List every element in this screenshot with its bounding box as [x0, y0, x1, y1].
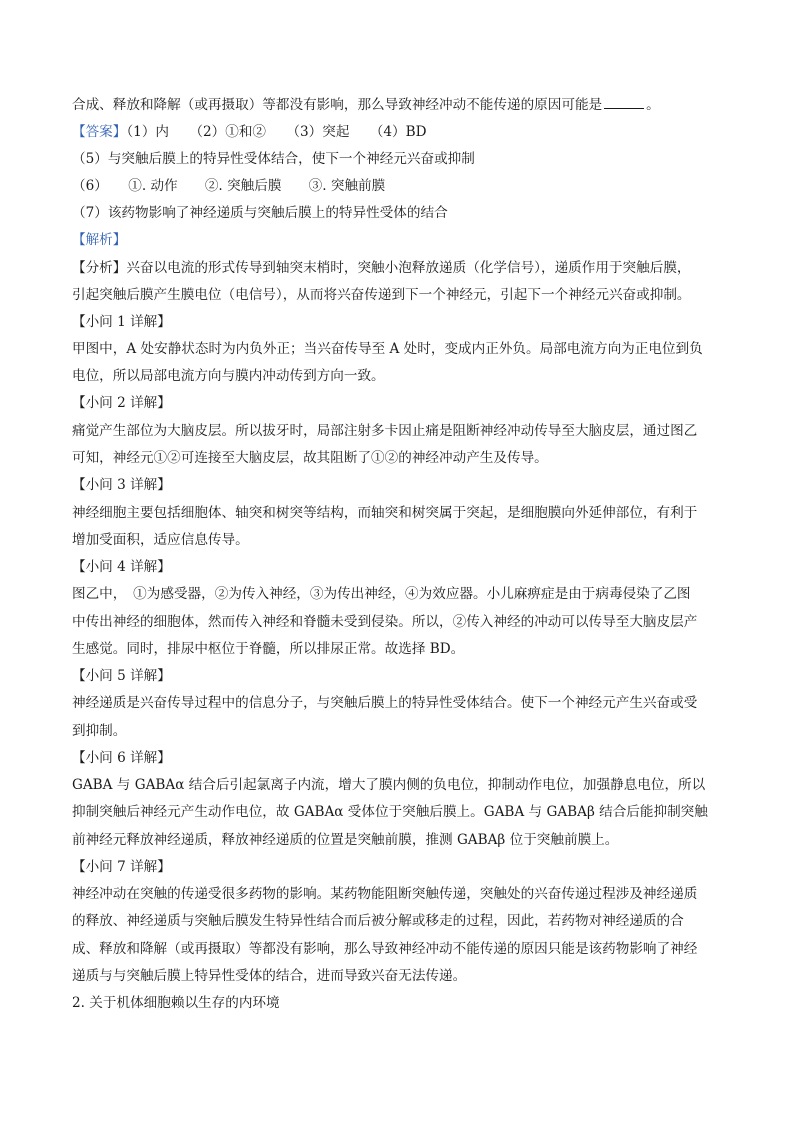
q1-line-2: 电位，所以局部电流方向与膜内冲动传到方向一致。	[72, 368, 385, 384]
q2-line-1: 痛觉产生部位为大脑皮层。所以拔牙时，局部注射多卡因止痛是阻断神经冲动传导至大脑皮层，通过图乙	[72, 423, 698, 439]
q3-line-2: 增加受面积，适应信息传导。	[72, 532, 249, 548]
q6-line-1: GABA 与 GABAα 结合后引起氯离子内流，增大了膜内侧的负电位，抑制动作电位，加强静息电位，所以	[72, 777, 706, 793]
answer-text: （1）内 （2）①和② （3）突起 （4）BD	[126, 124, 427, 140]
answer-line-1	[72, 122, 722, 142]
q4-line-1: 图乙中， ①为感受器，②为传入神经，③为传出神经，④为效应器。小儿麻痹症是由于病毒侵染了乙图	[72, 586, 691, 602]
q7-line-3: 成、释放和降解（或再摄取）等都没有影响，那么导致神经冲动不能传递的原因只能是该药物影响了神经	[72, 941, 698, 957]
q2-line-2: 可知，神经元①②可连接至大脑皮层，故其阻断了①②的神经冲动产生及传导。	[72, 450, 548, 466]
q1-line-1: 甲图中，A 处安静状态时为内负外正；当兴奋传导至 A 处时，变成内正外负。局部电流方向为正电位到负	[72, 341, 703, 357]
q7-heading: 【小问 7 详解】	[72, 859, 171, 875]
analysis-line-2: 引起突触后膜产生膜电位（电信号），从而将兴奋传递到下一个神经元，引起下一个神经元兴奋或抑制。	[72, 287, 691, 303]
q1-heading: 【小问 1 详解】	[72, 314, 171, 330]
q4-line-3: 生感觉。同时，排尿中枢位于脊髓，所以排尿正常。故选择 BD。	[72, 641, 465, 657]
text: 。	[646, 97, 660, 113]
fenxi-tag: 【分析】	[72, 260, 127, 276]
q3-heading: 【小问 3 详解】	[72, 477, 171, 493]
q6-line-2: 抑制突触后神经元产生动作电位，故 GABAα 受体位于突触后膜上。GABA 与 GABAβ 结合后能抑制突触	[72, 804, 708, 820]
answer-blank	[604, 96, 644, 109]
q5-line-1: 神经递质是兴奋传导过程中的信息分子，与突触后膜上的特异性受体结合。使下一个神经元产生兴奋或受	[72, 695, 698, 711]
analysis-line-1	[72, 258, 722, 278]
text: 合成、释放和降解（或再摄取）等都没有影响，那么导致神经冲动不能传递的原因可能是	[72, 97, 603, 113]
answer-line-7: （7）该药物影响了神经递质与突触后膜上的特异性受体的结合	[72, 205, 448, 221]
q4-heading: 【小问 4 详解】	[72, 559, 171, 575]
next-question: 2. 关于机体细胞赖以生存的内环境	[72, 995, 280, 1011]
answer-line-5: （5）与突触后膜上的特异性受体结合，使下一个神经元兴奋或抑制	[72, 151, 475, 167]
q5-heading: 【小问 5 详解】	[72, 668, 171, 684]
q3-line-1: 神经细胞主要包括细胞体、轴突和树突等结构，而轴突和树突属于突起，是细胞膜向外延伸部位，有利于	[72, 505, 698, 521]
q7-line-1: 神经冲动在突触的传递受很多药物的影响。某药物能阻断突触传递，突触处的兴奋传递过程涉及神经递质	[72, 886, 698, 902]
answer-tag: 【答案】	[72, 124, 127, 140]
q4-line-2: 中传出神经的细胞体，然而传入神经和脊髓未受到侵染。所以，②传入神经的冲动可以传导至大脑皮层产	[72, 614, 698, 630]
question-tail-line	[72, 95, 722, 115]
q7-line-4: 递质与与突触后膜上特异性受体的结合，进而导致兴奋无法传递。	[72, 968, 467, 984]
answer-line-6: （6） ①. 动作 ②. 突触后膜 ③. 突触前膜	[72, 178, 386, 194]
q6-heading: 【小问 6 详解】	[72, 750, 171, 766]
text: 兴奋以电流的形式传导到轴突末梢时，突触小泡释放递质（化学信号），递质作用于突触后膜，	[126, 260, 691, 276]
q6-line-3: 前神经元释放神经递质，释放神经递质的位置是突触前膜，推测 GABAβ 位于突触前膜上。	[72, 832, 619, 848]
q5-line-2: 到抑制。	[72, 723, 127, 739]
q2-heading: 【小问 2 详解】	[72, 395, 171, 411]
analysis-tag: 【解析】	[72, 232, 127, 248]
q7-line-2: 的释放、神经递质与突触后膜发生特异性结合而后被分解或移走的过程，因此，若药物对神经递质的合	[72, 913, 684, 929]
